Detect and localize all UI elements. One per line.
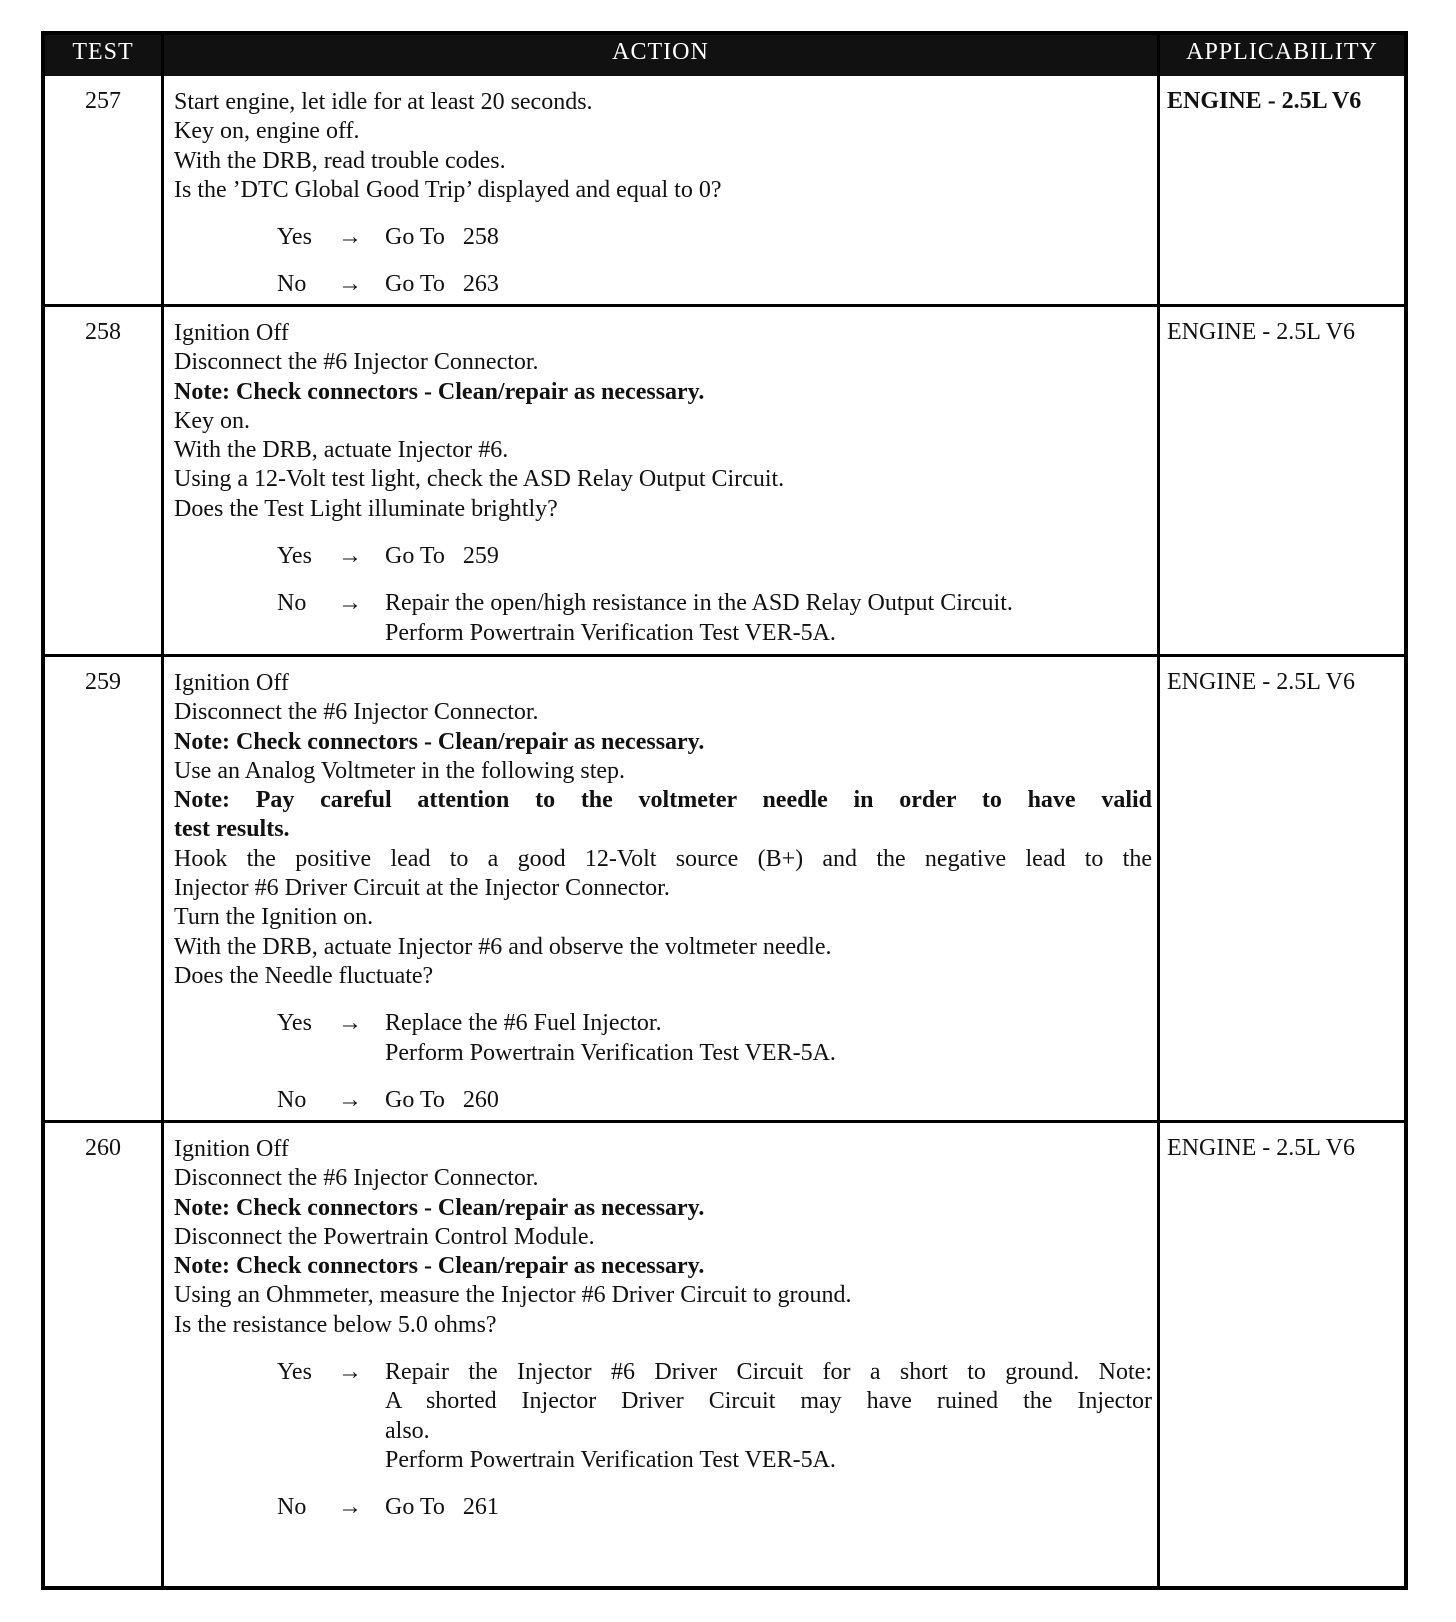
applicability: ENGINE - 2.5L V6 bbox=[1167, 88, 1362, 114]
note-line: Note: Check connectors - Clean/repair as necessary. bbox=[174, 1194, 705, 1221]
test-number: 259 bbox=[85, 669, 121, 695]
action-line: Injector #6 Driver Circuit at the Injector Connector. bbox=[174, 875, 670, 902]
test-row-257 bbox=[45, 76, 1404, 307]
test-action bbox=[174, 669, 1152, 1115]
right-arrow-icon: → bbox=[338, 224, 362, 251]
yes-result bbox=[174, 1009, 1152, 1068]
test-row-258 bbox=[45, 307, 1404, 657]
action-line: With the DRB, read trouble codes. bbox=[174, 147, 506, 174]
header-applicability: APPLICABILITY bbox=[1186, 39, 1378, 65]
right-arrow-icon: → bbox=[338, 1086, 362, 1113]
column-divider bbox=[1157, 35, 1160, 1586]
test-action bbox=[174, 88, 1152, 300]
action-line: Disconnect the #6 Injector Connector. bbox=[174, 699, 539, 726]
no-text: Perform Powertrain Verification Test VER-5A. bbox=[385, 619, 836, 646]
yes-text: Repair the Injector #6 Driver Circuit for a short to ground. Note: bbox=[385, 1359, 1152, 1386]
right-arrow-icon: → bbox=[338, 1010, 362, 1037]
action-line: With the DRB, actuate Injector #6 and observe the voltmeter needle. bbox=[174, 933, 832, 960]
no-result bbox=[174, 589, 1152, 648]
note-line: Note: Pay careful attention to the voltmeter needle in order to have valid bbox=[174, 787, 1152, 814]
action-line: Ignition Off bbox=[174, 670, 289, 696]
table-header bbox=[45, 35, 1404, 76]
no-label: No bbox=[277, 1494, 307, 1521]
diagnostic-test-table bbox=[41, 31, 1408, 1590]
action-line: Key on. bbox=[174, 407, 250, 434]
right-arrow-icon: → bbox=[338, 1494, 362, 1521]
action-line: Using a 12-Volt test light, check the ASD Relay Output Circuit. bbox=[174, 466, 785, 493]
right-arrow-icon: → bbox=[338, 1359, 362, 1386]
yes-label: Yes bbox=[277, 543, 312, 570]
action-line: Does the Needle fluctuate? bbox=[174, 962, 434, 989]
no-label: No bbox=[277, 590, 307, 617]
no-result bbox=[174, 270, 1152, 299]
action-line: Is the resistance below 5.0 ohms? bbox=[174, 1311, 497, 1338]
action-line: Using an Ohmmeter, measure the Injector #6 Driver Circuit to ground. bbox=[174, 1282, 852, 1309]
test-number: 257 bbox=[85, 88, 121, 114]
note-line: Note: Check connectors - Clean/repair as necessary. bbox=[174, 728, 705, 755]
yes-result bbox=[174, 542, 1152, 571]
no-result bbox=[174, 1086, 1152, 1115]
note-line: Note: Check connectors - Clean/repair as necessary. bbox=[174, 378, 705, 405]
no-text: Repair the open/high resistance in the ASD Relay Output Circuit. bbox=[385, 590, 1013, 617]
test-row-259 bbox=[45, 657, 1404, 1123]
test-action bbox=[174, 1135, 1152, 1523]
action-line: Use an Analog Voltmeter in the following step. bbox=[174, 757, 626, 784]
yes-label: Yes bbox=[277, 1010, 312, 1037]
applicability: ENGINE - 2.5L V6 bbox=[1167, 319, 1355, 345]
yes-text: Go To 259 bbox=[385, 543, 499, 570]
right-arrow-icon: → bbox=[338, 543, 362, 570]
applicability: ENGINE - 2.5L V6 bbox=[1167, 669, 1355, 695]
yes-result bbox=[174, 223, 1152, 252]
header-action: ACTION bbox=[612, 39, 709, 65]
action-line: Hook the positive lead to a good 12-Volt source (B+) and the negative lead to the bbox=[174, 845, 1152, 872]
action-line: Is the ’DTC Global Good Trip’ displayed and equal to 0? bbox=[174, 176, 722, 203]
no-label: No bbox=[277, 1086, 307, 1113]
note-line: Note: Check connectors - Clean/repair as necessary. bbox=[174, 1253, 705, 1280]
no-text: Go To 260 bbox=[385, 1086, 499, 1113]
no-text: Go To 261 bbox=[385, 1494, 499, 1521]
note-line: test results. bbox=[174, 816, 290, 843]
no-text: Go To 263 bbox=[385, 271, 499, 298]
yes-text: Go To 258 bbox=[385, 224, 499, 251]
yes-text: also. bbox=[385, 1417, 430, 1444]
yes-label: Yes bbox=[277, 1359, 312, 1386]
action-line: Does the Test Light illuminate brightly? bbox=[174, 495, 558, 522]
action-line: Disconnect the #6 Injector Connector. bbox=[174, 1165, 539, 1192]
applicability: ENGINE - 2.5L V6 bbox=[1167, 1135, 1355, 1161]
action-line: Disconnect the Powertrain Control Module. bbox=[174, 1223, 595, 1250]
action-line: Ignition Off bbox=[174, 1136, 289, 1162]
yes-label: Yes bbox=[277, 224, 312, 251]
yes-text: A shorted Injector Driver Circuit may have ruined the Injector bbox=[385, 1388, 1152, 1415]
no-label: No bbox=[277, 271, 307, 298]
action-line: Turn the Ignition on. bbox=[174, 904, 374, 931]
yes-text: Replace the #6 Fuel Injector. bbox=[385, 1010, 662, 1037]
right-arrow-icon: → bbox=[338, 590, 362, 617]
yes-text: Perform Powertrain Verification Test VER-5A. bbox=[385, 1039, 836, 1066]
test-number: 260 bbox=[85, 1135, 121, 1161]
action-line: Ignition Off bbox=[174, 320, 289, 346]
no-result bbox=[174, 1493, 1152, 1522]
yes-text: Perform Powertrain Verification Test VER-5A. bbox=[385, 1446, 836, 1473]
test-row-260 bbox=[45, 1123, 1404, 1590]
action-line: Disconnect the #6 Injector Connector. bbox=[174, 349, 539, 376]
action-line: With the DRB, actuate Injector #6. bbox=[174, 437, 509, 464]
action-line: Key on, engine off. bbox=[174, 118, 360, 145]
column-divider bbox=[161, 35, 164, 1586]
yes-result bbox=[174, 1358, 1152, 1475]
test-action bbox=[174, 319, 1152, 648]
header-test: TEST bbox=[72, 39, 134, 65]
action-line: Start engine, let idle for at least 20 seconds. bbox=[174, 89, 593, 115]
test-number: 258 bbox=[85, 319, 121, 345]
right-arrow-icon: → bbox=[338, 271, 362, 298]
